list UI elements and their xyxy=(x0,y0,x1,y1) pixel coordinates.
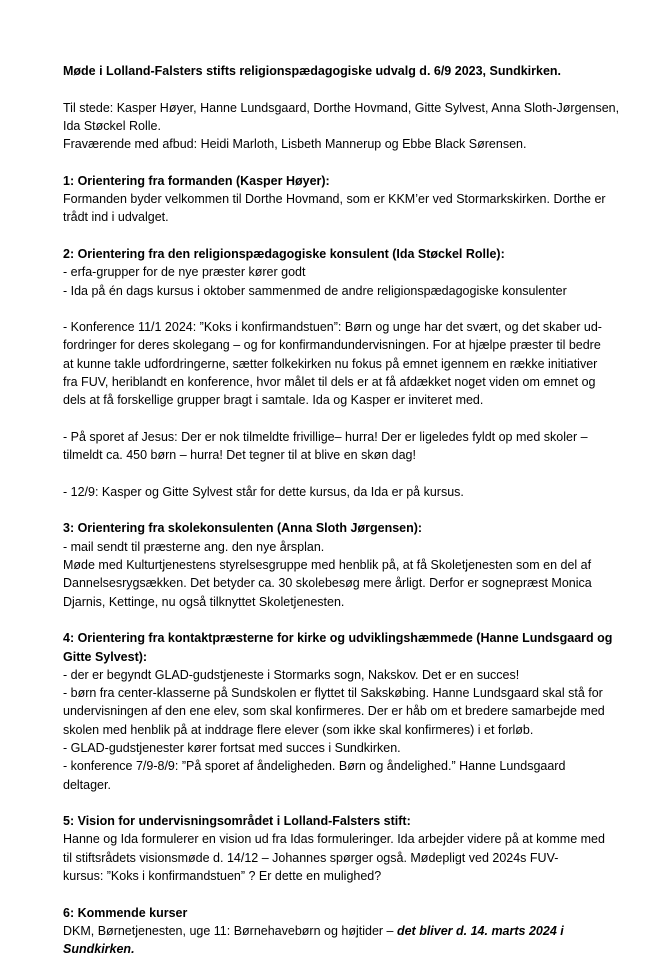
section-text: tilmeldt ca. 450 børn – hurra! Det tegner til at blive en skøn dag! xyxy=(63,448,416,463)
section-text: kursus: ”Koks i konfirmandstuen” ? Er dette en mulighed? xyxy=(63,869,382,884)
spacer xyxy=(63,465,623,483)
document-page xyxy=(63,62,623,959)
section-text: - børn fra center-klasserne på Sundskolen er flyttet til Sakskøbing. Hanne Lundsgaard skal stå for xyxy=(63,686,603,701)
section-text: - der er begyndt GLAD-gudstjeneste i Stormarks sogn, Nakskov. Det er en succes! xyxy=(63,667,520,682)
spacer xyxy=(63,80,623,98)
section-text: deltager. xyxy=(63,777,111,792)
section-2 xyxy=(63,245,623,501)
section-text: - erfa-grupper for de nye præster kører godt xyxy=(63,265,306,280)
section-text: - mail sendt til præsterne ang. den nye årsplan. xyxy=(63,539,325,554)
section-text: at kunne takle udfordringerne, sætter folkekirken nu fokus på emnet igennem en række initiativer xyxy=(63,356,598,371)
spacer xyxy=(63,300,623,318)
attendance-line: Til stede: Kasper Høyer, Hanne Lundsgaard, Dorthe Hovmand, Gitte Sylvest, Anna Sloth-Jørgensen, xyxy=(63,100,620,115)
section-text: trådt ind i udvalget. xyxy=(63,210,169,225)
section-text: Djarnis, Kettinge, nu også tilknyttet Skoletjenesten. xyxy=(63,594,345,609)
section-text: Hanne og Ida formulerer en vision ud fra Idas formuleringer. Ida arbejder videre på at komme med xyxy=(63,832,605,847)
section-text: - 12/9: Kasper og Gitte Sylvest står for dette kursus, da Ida er på kursus. xyxy=(63,484,464,499)
section-text: Dannelsesrygsækken. Det betyder ca. 30 skolebesøg mere årligt. Derfor er sognepræst Monica xyxy=(63,576,592,591)
course-location-emphasis: Sundkirken. xyxy=(63,942,135,957)
section-heading: 1: Orientering fra formanden (Kasper Høyer): xyxy=(63,173,330,188)
section-text: undervisningen af den ene elev, som skal konfirmeres. Der er håb om et bredere samarbejde med xyxy=(63,704,605,719)
section-text: fordringer for deres skolegang – og for konfirmandundervisningen. For at hjælpe præster til bedre xyxy=(63,338,601,353)
section-text: - Konference 11/1 2024: ”Koks i konfirmandstuen”: Børn og unge har det svært, og det skaber ud- xyxy=(63,320,602,335)
spacer xyxy=(63,794,623,812)
section-heading: 2: Orientering fra den religionspædagogiske konsulent (Ida Støckel Rolle): xyxy=(63,246,505,261)
section-text xyxy=(63,922,623,940)
section-heading: Gitte Sylvest): xyxy=(63,649,148,664)
section-heading: 6: Kommende kurser xyxy=(63,905,188,920)
section-heading: 3: Orientering fra skolekonsulenten (Anna Sloth Jørgensen): xyxy=(63,521,423,536)
section-heading: 4: Orientering fra kontaktpræsterne for kirke og udviklingshæmmede (Hanne Lundsgaard og xyxy=(63,631,613,646)
document-title: Møde i Lolland-Falsters stifts religionspædagogiske udvalg d. 6/9 2023, Sundkirken. xyxy=(63,64,562,78)
section-heading: 5: Vision for undervisningsområdet i Lolland-Falsters stift: xyxy=(63,814,411,829)
spacer xyxy=(63,410,623,428)
spacer xyxy=(63,611,623,629)
section-4 xyxy=(63,629,623,794)
section-1 xyxy=(63,172,623,227)
section-text: dels at få forskellige grupper bragt i samtale. Ida og Kasper er inviteret med. xyxy=(63,393,484,408)
section-text: - Ida på én dags kursus i oktober sammenmed de andre religionspædagogiske konsulenter xyxy=(63,283,567,298)
spacer xyxy=(63,153,623,171)
section-text: - På sporet af Jesus: Der er nok tilmeldte frivillige– hurra! Der er ligeledes fyldt op med skoler – xyxy=(63,429,588,444)
spacer xyxy=(63,885,623,903)
absence-line: Fraværende med afbud: Heidi Marloth, Lisbeth Mannerup og Ebbe Black Sørensen. xyxy=(63,137,527,152)
attendance-line: Ida Støckel Rolle. xyxy=(63,118,161,133)
course-text: DKM, Børnetjenesten, uge 11: Børnehavebørn og højtider – xyxy=(63,923,397,938)
section-3 xyxy=(63,519,623,610)
section-text: til stiftsrådets visionsmøde d. 14/12 – Johannes spørger også. Mødepligt ved 2024s FUV- xyxy=(63,850,559,865)
section-text: Formanden byder velkommen til Dorthe Hovmand, som er KKM’er ved Stormarkskirken. Dorthe er xyxy=(63,192,606,207)
section-text: skolen med henblik på at inddrage flere elever (som ikke skal konfirmeres) i et forløb. xyxy=(63,722,534,737)
attendance-block xyxy=(63,99,623,154)
section-text: fra FUV, heriblandt en konference, hvor målet til dels er at få afdækket noget viden om emnet og xyxy=(63,375,596,390)
section-text: - konference 7/9-8/9: ”På sporet af åndeligheden. Børn og åndelighed.” Hanne Lundsgaard xyxy=(63,759,566,774)
course-date-emphasis: det bliver d. 14. marts 2024 i xyxy=(396,923,564,938)
spacer xyxy=(63,501,623,519)
section-text: - GLAD-gudstjenester kører fortsat med succes i Sundkirken. xyxy=(63,740,401,755)
section-5 xyxy=(63,812,623,885)
section-6 xyxy=(63,904,623,959)
spacer xyxy=(63,227,623,245)
section-text: Møde med Kulturtjenestens styrelsesgruppe med henblik på, at få Skoletjenesten som en del af xyxy=(63,558,592,573)
